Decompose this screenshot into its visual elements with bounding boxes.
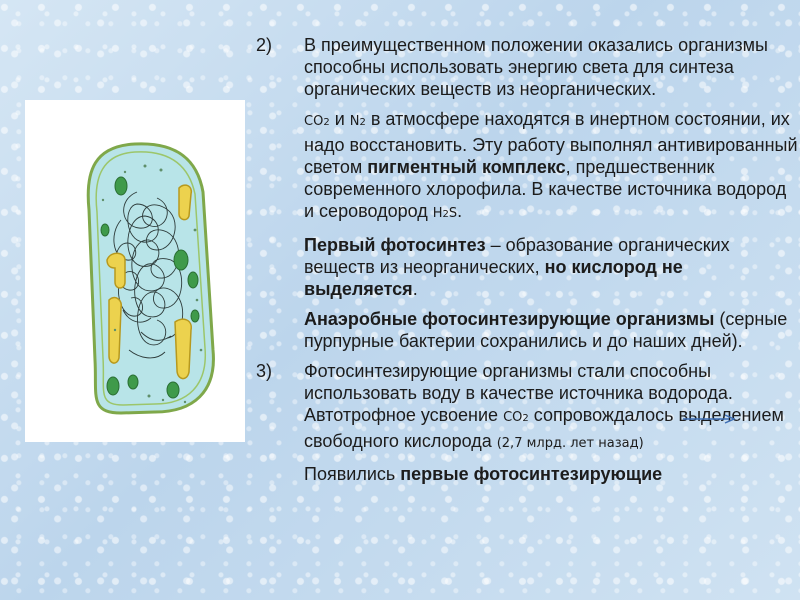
list-item-2 bbox=[256, 34, 800, 360]
list-item-3 bbox=[256, 360, 800, 491]
item-body bbox=[304, 360, 798, 491]
paragraph-5: Фотосинтезирующие организмы стали способны использовать воду в качестве источника водорода. Автотрофное усвоение CO2 сопровождалось выделением свободного кислорода (2,7 млрд. лет назад) bbox=[304, 361, 784, 451]
date-note: (2,7 млрд. лет назад) bbox=[496, 436, 644, 451]
bold-term: Первый фотосинтез bbox=[304, 235, 486, 255]
bold-term: Анаэробные фотосинтезирующие организмы bbox=[304, 309, 715, 329]
paragraph-3: Первый фотосинтез – образование органических веществ из неорганических, но кислород не выделяется. bbox=[304, 235, 730, 299]
paragraph-4: Анаэробные фотосинтезирующие организмы (серные пурпурные бактерии сохранились и до наших дней). bbox=[304, 309, 788, 351]
paragraph-1: В преимущественном положении оказались организмы способны использовать энергию света для синтеза органических веществ из неорганических. bbox=[304, 35, 768, 99]
co2-formula: CO2 bbox=[503, 410, 529, 425]
item-number: 3) bbox=[256, 361, 273, 381]
bold-term: первые фотосинтезирующие bbox=[400, 464, 663, 484]
paragraph-2: CO2 и N2 в атмосфере находятся в инертном состоянии, их надо восстановить. Эту работу выполнял антивированный светом пигментный комплекс, предшественник современного хлорофила. В качестве источника водород и сероводород H2S. bbox=[304, 109, 798, 221]
h2s-formula: H2S bbox=[432, 206, 458, 221]
cell-illustration-icon bbox=[25, 100, 245, 442]
cell-illustration bbox=[25, 100, 245, 442]
bold-term: но кислород не выделяется bbox=[304, 257, 683, 299]
item-number: 2) bbox=[256, 35, 273, 55]
item-body bbox=[304, 34, 798, 360]
bold-term: пигментный комплекс bbox=[367, 157, 566, 177]
paragraph-6: Появились первые фотосинтезирующие bbox=[304, 464, 663, 484]
right-arrow-icon bbox=[683, 414, 735, 424]
co2-formula: CO2 bbox=[304, 114, 330, 129]
n2-formula: N2 bbox=[349, 114, 366, 129]
